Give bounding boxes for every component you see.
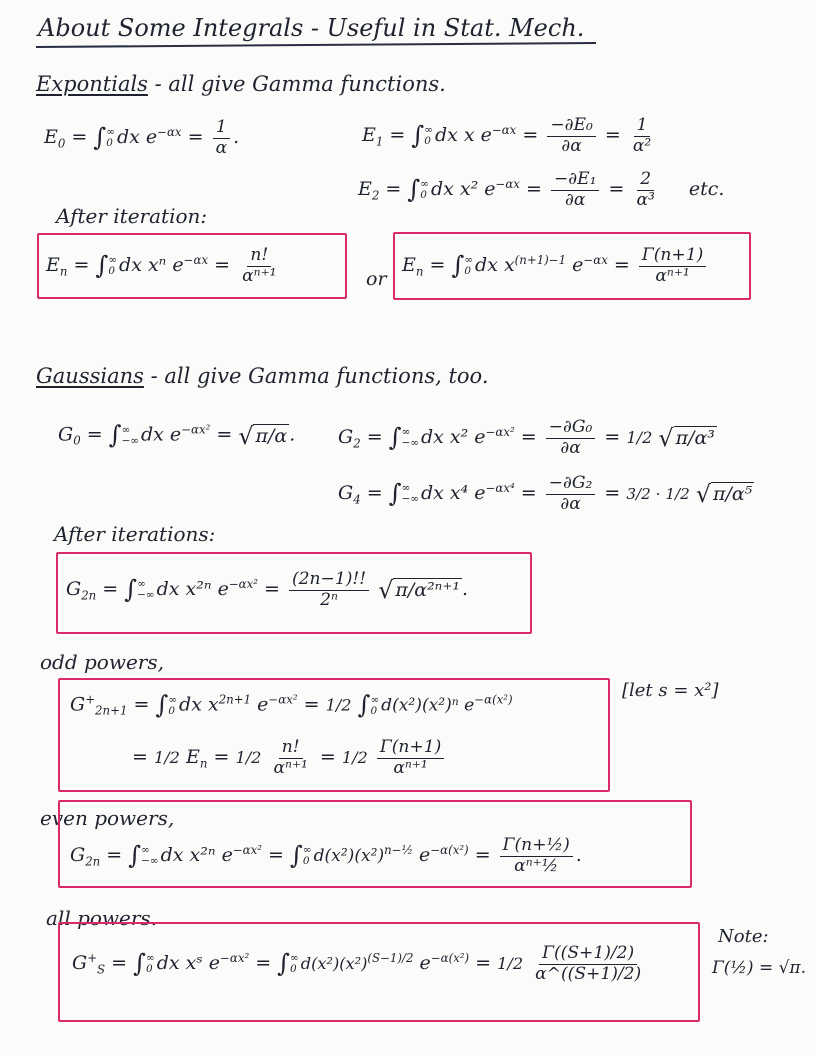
math-text: G: [70, 693, 86, 716]
math-text: −∞: [121, 434, 140, 447]
math-text: 1/2: [153, 748, 180, 768]
math-text: ∞: [401, 426, 411, 439]
math-text: 2n: [81, 588, 97, 603]
math-text: dx x e: [434, 124, 492, 147]
math-text: α²: [632, 135, 652, 156]
math-text: 2: [371, 188, 380, 203]
math-text: −∂G₀: [546, 418, 596, 439]
math-text: −αx²: [232, 843, 262, 858]
integral-limits: [141, 845, 158, 867]
math-text: −αx²: [181, 422, 211, 437]
integral-sign: ∫: [124, 574, 138, 604]
integral-limits: [137, 579, 154, 601]
math-text: 4: [353, 492, 361, 507]
math-text: π/α²ⁿ⁺¹: [395, 579, 461, 602]
math-text: =: [469, 952, 498, 975]
math-text: 0: [73, 433, 81, 448]
all-powers-heading: all powers.: [46, 906, 158, 930]
math-text: n: [199, 756, 208, 771]
math-text: ∞: [302, 844, 312, 857]
math-text: G: [72, 952, 88, 975]
integral-limits: [420, 179, 429, 201]
math-text: - all give Gamma functions, too.: [143, 364, 489, 388]
math-text: dx xˢ e: [156, 952, 221, 975]
math-text: =: [257, 578, 286, 601]
math-text: 1: [634, 116, 651, 137]
math-text: E: [46, 254, 60, 277]
math-text: ∞: [370, 693, 380, 706]
math-text: αⁿ⁺¹: [273, 757, 308, 778]
title-underline: [36, 42, 596, 48]
odd-powers-heading: odd powers,: [40, 650, 164, 674]
math-text: 1/2: [341, 748, 368, 768]
math-text: π/α³: [675, 427, 715, 450]
integral-sign: ∫: [411, 120, 425, 150]
math-text: dx x²ⁿ e: [156, 578, 229, 601]
math-text: 0: [420, 189, 427, 202]
equation-en-gamma: [402, 246, 709, 286]
substitution-note: [let s = x²]: [622, 680, 719, 701]
math-text: .: [575, 844, 582, 867]
after-iterations-label: After iterations:: [54, 522, 216, 546]
fraction: [547, 116, 596, 156]
math-text: 2n+1: [95, 703, 128, 718]
math-text: =: [514, 482, 543, 505]
math-text: αⁿ⁺½: [514, 855, 559, 876]
page-title: About Some Integrals - Useful in Stat. Mech.: [38, 14, 585, 42]
integral-limits: [146, 953, 155, 975]
math-text: =: [96, 578, 125, 601]
math-text: G: [338, 426, 354, 449]
math-text: −αx: [183, 253, 209, 268]
math-text: =: [105, 952, 134, 975]
math-text: =: [360, 482, 389, 505]
math-text: −αx²: [268, 692, 298, 707]
math-text: d(x²)(x²): [313, 846, 385, 867]
math-text: ∞: [108, 254, 118, 267]
math-text: −α(x²): [430, 843, 469, 858]
equation-all: [72, 944, 647, 984]
math-text: =: [468, 844, 497, 867]
or-label: or: [366, 268, 387, 290]
math-text: E: [358, 178, 372, 201]
math-text: =: [297, 693, 326, 716]
math-text: =: [132, 746, 154, 769]
math-text: −∂G₂: [546, 474, 596, 495]
equation-odd-1: [70, 690, 513, 719]
math-text: α: [215, 137, 228, 158]
math-text: =: [519, 178, 548, 201]
even-powers-heading: even powers,: [40, 806, 175, 830]
math-text: ∂α: [560, 437, 581, 458]
math-text: 2: [637, 170, 654, 191]
math-text: n!: [247, 246, 271, 267]
math-text: 1: [213, 118, 230, 139]
math-text: G: [338, 482, 354, 505]
fraction: [546, 474, 596, 514]
math-text: ∞: [401, 482, 411, 495]
gaussians-heading: [36, 364, 489, 388]
integral-limits: [290, 953, 299, 975]
equation-e2: [358, 170, 724, 210]
math-text: 2n: [85, 854, 101, 869]
math-text: E: [362, 124, 376, 147]
math-text: d(x²)(x²)ⁿ e: [381, 695, 475, 716]
math-text: =: [423, 254, 452, 277]
math-text: 0: [464, 265, 471, 278]
math-text: α³: [636, 189, 655, 210]
math-text: 0: [302, 855, 310, 868]
math-text: e: [413, 952, 431, 975]
math-text: αⁿ⁺¹: [393, 757, 428, 778]
integral-limits: [424, 125, 433, 147]
math-text: =: [313, 746, 342, 769]
math-text: +: [85, 692, 96, 707]
note-label: Note:: [718, 926, 769, 947]
fraction: [630, 116, 654, 156]
math-text: −∂E₀: [547, 116, 596, 137]
integral-limits: [464, 255, 473, 277]
math-text: 1/2: [235, 748, 262, 768]
math-text: =: [181, 126, 210, 149]
integral-limits: [402, 427, 419, 449]
integral-sign: ∫: [388, 422, 402, 452]
math-text: =: [602, 178, 631, 201]
math-text: 1/2: [325, 695, 352, 715]
fraction: [270, 738, 310, 778]
fraction: [546, 418, 596, 458]
math-text: 0: [108, 265, 115, 278]
math-text: n−½: [384, 843, 414, 858]
math-text: =: [127, 693, 156, 716]
math-text: −αx: [495, 177, 520, 192]
math-text: Γ(n+½): [500, 836, 573, 857]
square-root: √ π/α²ⁿ⁺¹: [378, 576, 461, 605]
integral-sign: ∫: [133, 948, 146, 978]
equation-e1: [362, 116, 657, 156]
math-text: dx e: [116, 126, 158, 149]
integral-limits: [108, 255, 117, 277]
math-text: =: [379, 178, 408, 201]
fraction: [500, 836, 573, 876]
math-text: dx x²ⁿ e: [160, 844, 233, 867]
math-text: −∞: [401, 493, 420, 506]
integral-sign: ∫: [155, 690, 169, 719]
math-text: ∞: [420, 178, 429, 191]
math-text: (n+1)−1: [514, 253, 567, 268]
math-text: =: [249, 952, 278, 975]
integral-limits: [106, 127, 115, 149]
math-text: =: [80, 423, 109, 446]
math-text: Γ(n+1): [377, 738, 444, 759]
fraction: [239, 246, 279, 286]
math-text: 2ⁿ: [320, 589, 338, 610]
math-text: αⁿ⁺¹: [655, 265, 690, 286]
integral-limits: [122, 425, 139, 447]
equation-g0: [58, 420, 295, 450]
square-root: √ π/α⁵: [695, 480, 753, 509]
equation-g4: [338, 474, 754, 514]
math-text: n: [59, 264, 68, 279]
math-text: E: [44, 126, 58, 149]
fraction: [213, 118, 231, 158]
math-text: 0: [424, 135, 431, 148]
math-text: −αx²: [220, 951, 250, 966]
fraction: [289, 570, 369, 610]
integral-limits: [370, 695, 379, 717]
math-text: Γ(n+1): [639, 246, 706, 267]
math-text: E: [186, 746, 200, 769]
math-text: ∂α: [560, 493, 581, 514]
math-text: dx x: [179, 693, 219, 716]
math-text: 0: [168, 704, 175, 717]
fraction: [532, 944, 644, 984]
integral-sign: ∫: [388, 478, 402, 508]
math-text: =: [383, 124, 412, 147]
fraction: [633, 170, 657, 210]
integral-sign: ∫: [357, 690, 371, 719]
integral-sign: ∫: [289, 840, 303, 870]
math-text: 2n+1: [218, 692, 252, 707]
math-text: =: [516, 124, 545, 147]
square-root: √ π/α³: [658, 424, 715, 453]
math-text: +: [87, 951, 98, 966]
math-text: Γ((S+1)/2): [539, 944, 637, 965]
math-text: n: [415, 264, 424, 279]
integral-sign: ∫: [451, 250, 465, 280]
integral-sign: ∫: [95, 250, 109, 280]
math-text: G: [66, 578, 82, 601]
math-text: .: [233, 126, 240, 149]
math-text: −∂E₁: [551, 170, 600, 191]
math-text: π/α⁵: [712, 483, 753, 506]
math-text: =: [208, 254, 237, 277]
exponentials-heading: [36, 72, 446, 96]
integral-limits: [168, 695, 177, 717]
exponentials-heading-word: Expontials: [36, 72, 148, 96]
math-text: ∞: [141, 844, 150, 857]
math-text: dx x: [475, 254, 515, 277]
math-text: 0: [370, 704, 378, 717]
math-text: e: [251, 693, 269, 716]
after-iteration-label: After iteration:: [56, 204, 208, 228]
math-text: 0: [290, 963, 297, 976]
equation-odd-2: [132, 738, 447, 778]
math-text: =: [65, 126, 94, 149]
math-text: ∞: [145, 952, 155, 965]
math-text: ∞: [121, 423, 131, 436]
math-text: −αx²: [228, 577, 258, 592]
math-text: −α(x²): [474, 692, 513, 707]
math-text: (S−1)/2: [367, 951, 414, 966]
math-text: dx x² e: [421, 426, 486, 449]
math-text: =: [598, 482, 627, 505]
math-text: π/α: [255, 424, 288, 447]
math-text: −∞: [141, 855, 159, 868]
fraction: [551, 170, 600, 210]
math-text: 0: [57, 136, 66, 151]
math-text: 0: [145, 963, 153, 976]
math-text: 1: [375, 134, 384, 149]
math-text: .: [289, 423, 296, 446]
math-text: ∞: [464, 254, 474, 267]
math-text: n!: [279, 738, 303, 759]
math-text: α^((S+1)/2): [535, 963, 642, 984]
math-text: −∞: [401, 437, 420, 450]
exponentials-heading-rest: - all give Gamma functions.: [147, 72, 446, 96]
math-text: dx xⁿ e: [119, 254, 184, 277]
math-text: G: [58, 423, 74, 446]
math-text: ∂α: [565, 189, 586, 210]
math-text: ∂α: [561, 135, 582, 156]
square-root: √ π/α: [238, 421, 288, 450]
math-text: E: [402, 254, 416, 277]
math-text: e: [566, 254, 584, 277]
math-text: .: [462, 578, 469, 601]
math-text: 1/2: [497, 954, 524, 974]
math-text: =: [207, 746, 236, 769]
math-text: ∞: [290, 952, 299, 965]
equation-even: [70, 836, 582, 876]
math-text: e: [413, 844, 431, 867]
integral-sign: ∫: [128, 840, 142, 870]
equation-g2n: [66, 570, 468, 610]
math-text: −αx: [491, 123, 517, 138]
math-text: =: [598, 426, 627, 449]
integral-limits: [402, 483, 419, 505]
math-text: =: [261, 844, 290, 867]
integral-sign: ∫: [407, 174, 421, 204]
integral-sign: ∫: [93, 122, 107, 152]
fraction: [377, 738, 444, 778]
math-text: −αx⁴: [485, 481, 515, 496]
math-text: =: [607, 254, 636, 277]
math-text: =: [100, 844, 129, 867]
math-text: (2n−1)!!: [289, 570, 369, 591]
equation-en: [46, 246, 282, 286]
math-text: ∞: [424, 124, 433, 137]
math-text: ∞: [137, 578, 146, 591]
math-text: dx x² e: [430, 178, 496, 201]
math-text: etc.: [688, 178, 725, 201]
math-text: 2: [353, 436, 361, 451]
math-text: S: [97, 962, 106, 977]
math-text: dx x⁴ e: [421, 482, 486, 505]
math-text: −αx: [583, 253, 608, 268]
math-text: −α(x²): [430, 951, 470, 966]
math-text: G: [70, 844, 86, 867]
math-text: ∞: [106, 126, 115, 139]
math-text: =: [514, 426, 543, 449]
math-text: dx e: [141, 423, 182, 446]
math-text: =: [360, 426, 389, 449]
math-text: 1/2: [626, 428, 653, 448]
math-text: =: [598, 124, 627, 147]
math-text: −αx: [157, 125, 182, 140]
math-text: 3/2 · 1/2: [626, 485, 690, 504]
math-text: −∞: [137, 589, 155, 602]
integral-sign: ∫: [108, 420, 122, 449]
math-text: =: [210, 423, 239, 446]
math-text: −αx²: [485, 425, 515, 440]
math-text: αⁿ⁺¹: [242, 265, 277, 286]
integral-limits: [303, 845, 312, 867]
math-text: d(x²)(x²): [300, 954, 368, 974]
gamma-half-note: Γ(½) = √π.: [712, 958, 806, 978]
math-text: Gaussians: [36, 364, 144, 388]
equation-e0: [44, 118, 239, 158]
math-text: ∞: [168, 693, 178, 706]
math-text: =: [67, 254, 96, 277]
fraction: [639, 246, 706, 286]
math-text: 0: [106, 137, 113, 150]
integral-sign: ∫: [277, 948, 291, 978]
equation-g2: [338, 418, 717, 458]
